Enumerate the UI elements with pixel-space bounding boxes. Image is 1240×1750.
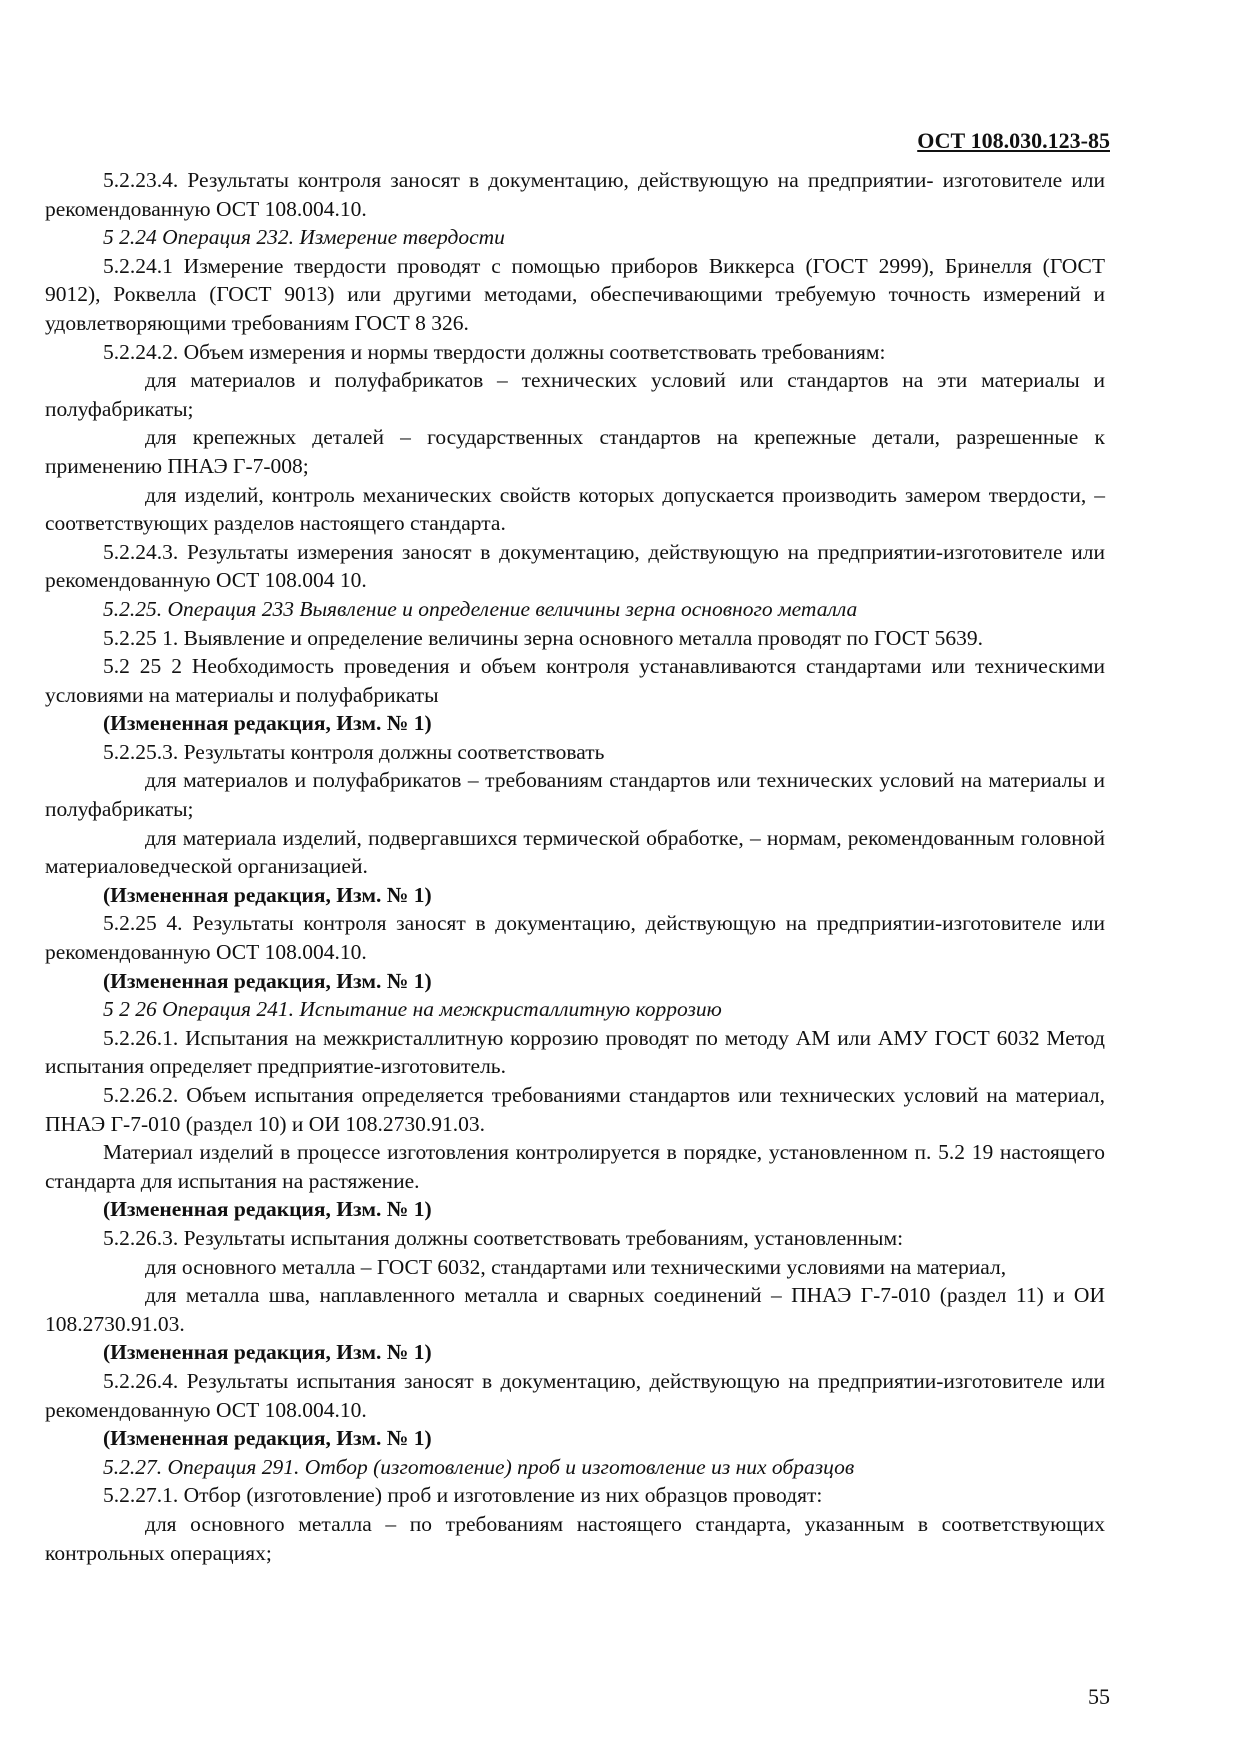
paragraph: 5.2.24.3. Результаты измерения заносят в документацию, действующую на предприятии-изготовителе или рекомендованную ОСТ 108.004 10. xyxy=(45,539,1105,593)
paragraph: 5.2.25 1. Выявление и определение величины зерна основного металла проводят по ГОСТ 5639. xyxy=(103,625,983,650)
paragraph: для материалов и полуфабрикатов – технических условий или стандартов на эти материалы и полуфабрикаты; xyxy=(45,368,1105,421)
paragraph: Материал изделий в процессе изготовления контролируется в порядке, установленном п. 5.2 19 настоящего стандарта для испытания на растяжение. xyxy=(45,1140,1105,1193)
paragraph: 5.2.26.4. Результаты испытания заносят в документацию, действующую на предприятии-изготовителе или рекомендованную ОСТ 108.004.10. xyxy=(45,1368,1105,1422)
paragraph: для крепежных деталей – государственных стандартов на крепежные детали, разрешенные к применению ПНАЭ Г-7-008; xyxy=(45,425,1105,478)
section-heading: 5.2.27. Операция 291. Отбор (изготовление) проб и изготовление из них образцов xyxy=(103,1454,855,1479)
paragraph: 5.2.25 4. Результаты контроля заносят в документацию, действующую на предприятии-изготовителе или рекомендованную ОСТ 108.004.10. xyxy=(45,911,1105,965)
document-code-header: ОСТ 108.030.123-85 xyxy=(917,128,1110,153)
section-heading: 5.2.25. Операция 233 Выявление и определение величины зерна основного металла xyxy=(103,596,858,621)
revision-note: (Измененная редакция, Изм. № 1) xyxy=(103,1340,432,1365)
paragraph: 5.2.26.3. Результаты испытания должны соответствовать требованиям, установленным: xyxy=(103,1225,904,1250)
section-heading: 5 2.24 Операция 232. Измерение твердости xyxy=(103,225,505,250)
page-number: 55 xyxy=(1088,1684,1110,1709)
paragraph: для металла шва, наплавленного металла и сварных соединений – ПНАЭ Г-7-010 (раздел 11) и ОИ 108.2730.91.03. xyxy=(45,1283,1105,1336)
revision-note: (Измененная редакция, Изм. № 1) xyxy=(103,711,432,736)
paragraph: 5.2.24.2. Объем измерения и нормы твердости должны соответствовать требованиям: xyxy=(103,339,886,364)
revision-note: (Измененная редакция, Изм. № 1) xyxy=(103,968,432,993)
paragraph: для основного металла – ГОСТ 6032, стандартами или техническими условиями на материал, xyxy=(145,1254,1007,1279)
paragraph: 5.2.23.4. Результаты контроля заносят в документацию, действующую на предприятии- изготовителе или рекомендованную ОСТ 108.004.10. xyxy=(45,168,1105,221)
revision-note: (Измененная редакция, Изм. № 1) xyxy=(103,1197,432,1222)
paragraph: 5.2 25 2 Необходимость проведения и объем контроля устанавливаются стандартами или техническими условиями на материалы и полуфабрикаты xyxy=(45,654,1105,707)
paragraph: 5.2.26.2. Объем испытания определяется требованиями стандартов или технических условий на материал, ПНАЭ Г-7-010 (раздел 10) и ОИ 108.2730.91.03. xyxy=(45,1083,1105,1136)
paragraph: 5.2.24.1 Измерение твердости проводят с помощью приборов Виккерса (ГОСТ 2999), Бринелля (ГОСТ 9012), Роквелла (ГОСТ 9013) или другими методами, обеспечивающими требуемую точность измерений и удовлетворяющими требованиям ГОСТ 8 326. xyxy=(45,253,1105,335)
paragraph: 5.2.27.1. Отбор (изготовление) проб и изготовление из них образцов проводят: xyxy=(103,1483,823,1508)
paragraph: для материала изделий, подвергавшихся термической обработке, – нормам, рекомендованным головной материаловедческой организацией. xyxy=(45,825,1105,879)
paragraph: 5.2.26.1. Испытания на межкристаллитную коррозию проводят по методу АМ или АМУ ГОСТ 6032 Метод испытания определяет предприятие-изготовитель. xyxy=(45,1025,1105,1079)
revision-note: (Измененная редакция, Изм. № 1) xyxy=(103,882,432,907)
paragraph: для изделий, контроль механических свойств которых допускается производить замером твердости, – соответствующих разделов настоящего стандарта. xyxy=(45,482,1105,536)
paragraph: для основного металла – по требованиям настоящего стандарта, указанным в соответствующих контрольных операциях; xyxy=(45,1511,1105,1565)
paragraph: 5.2.25.3. Результаты контроля должны соответствовать xyxy=(103,739,605,764)
section-heading: 5 2 26 Операция 241. Испытание на межкристаллитную коррозию xyxy=(103,997,722,1022)
document-body xyxy=(45,166,1105,1567)
revision-note: (Измененная редакция, Изм. № 1) xyxy=(103,1426,432,1451)
paragraph: для материалов и полуфабрикатов – требованиям стандартов или технических условий на материалы и полуфабрикаты; xyxy=(45,768,1105,822)
